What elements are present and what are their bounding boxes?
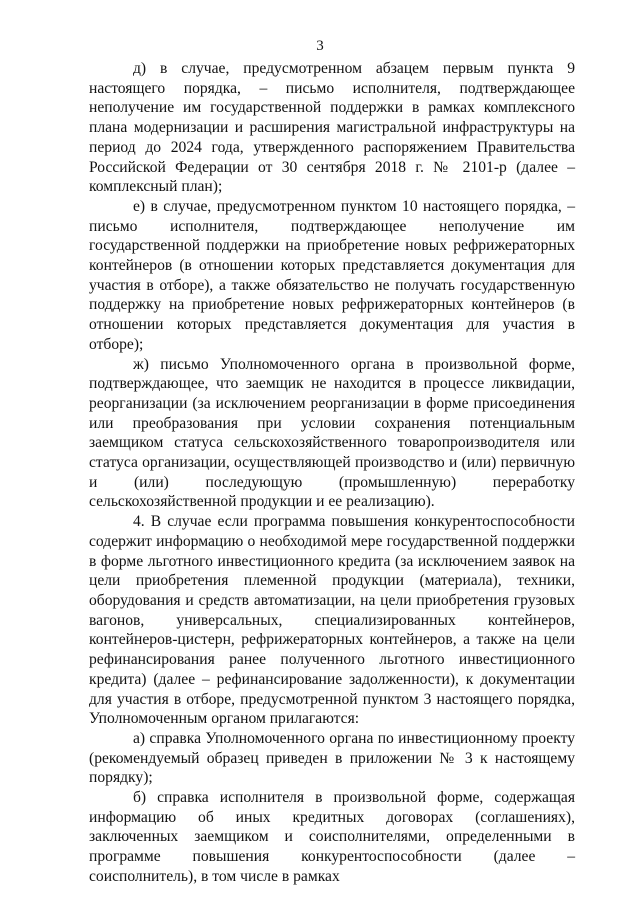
paragraph-4: 4. В случае если программа повышения конкурентоспособности содержит информацию о необходимой мере государственной поддержки в форме льготного инвестиционного кредита (за исключением заявок на цели приобретения племенной продукции (материала), техники, оборудования и средств автоматизации, на цели приобретения грузовых вагонов, универсальных, специализированных контейнеров, контейнеров-цистерн, рефрижераторных контейнеров, а также на цели рефинансирования ранее полученного льготного инвестиционного кредита) (далее – рефинансирование задолженности), к документации для участия в отборе, предусмотренной пунктом 3 настоящего порядка, Уполномоченным органом прилагаются:: [89, 513, 575, 728]
paragraph-a: а) справка Уполномоченного органа по инвестиционному проекту (рекомендуемый образец приведен в приложении № 3 к настоящему порядку);: [89, 729, 575, 787]
page-number: 3: [316, 38, 324, 54]
paragraph-d: д) в случае, предусмотренном абзацем первым пункта 9 настоящего порядка, – письмо исполнителя, подтверждающее неполучение им государственной поддержки в рамках комплексного плана модернизации и расширения магистральной инфраструктуры на период до 2024 года, утвержденного распоряжением Правительства Российской Федерации от 30 сентября 2018 г. № 2101-р (далее – комплексный план);: [89, 60, 575, 196]
paragraph-zh: ж) письмо Уполномоченного органа в произвольной форме, подтверждающее, что заемщик не находится в процессе ликвидации, реорганизации (за исключением реорганизации в форме присоединения или преобразования при условии сохранения потенциальным заемщиком статуса сельскохозяйственного товаропроизводителя или статуса организации, осуществляющей производство и (или) первичную и (или) последующую (промышленную) переработку сельскохозяйственной продукции и ее реализацию).: [89, 355, 575, 511]
paragraph-b: б) справка исполнителя в произвольной форме, содержащая информацию об иных кредитных договорах (соглашениях), заключенных заемщиком и соисполнителями, определенными в программе повышения конкурентоспособности (далее – соисполнитель), в том числе в рамках: [89, 789, 575, 885]
paragraph-e: е) в случае, предусмотренном пунктом 10 настоящего порядка, – письмо исполнителя, подтверждающее неполучение им государственной поддержки на приобретение новых рефрижераторных контейнеров (в отношении которых представляется документация для участия в отборе), а также обязательство не получать государственную поддержку на приобретение новых рефрижераторных контейнеров (в отношении которых представляется документация для участия в отборе);: [89, 197, 575, 353]
document-body: [89, 59, 575, 887]
